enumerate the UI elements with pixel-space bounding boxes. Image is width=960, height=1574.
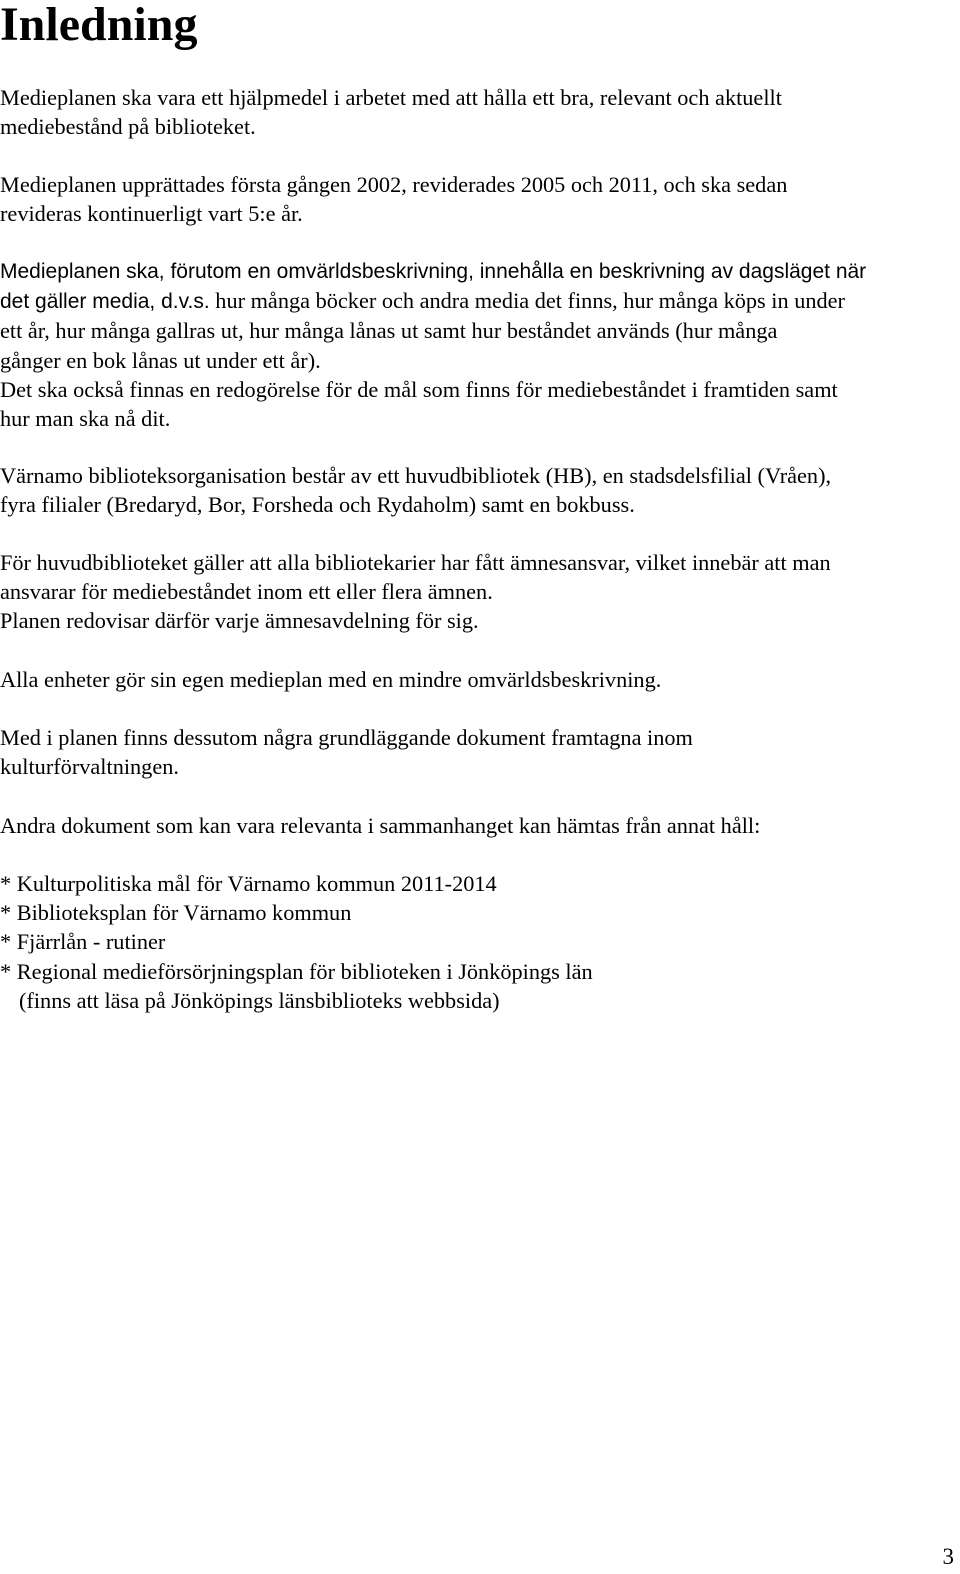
text-line: ett år, hur många gallras ut, hur många lånas ut samt hur beståndet används (hur många: [0, 318, 778, 344]
text-line: Medieplanen ska vara ett hjälpmedel i arbetet med att hålla ett bra, relevant och aktuellt: [0, 85, 782, 110]
intro-paragraph: [0, 83, 958, 141]
text-fragment: hur många böcker och andra media det finns, hur många köps in under: [209, 288, 845, 314]
text-line: Medieplanen ska, förutom en omvärldsbeskrivning, innehålla en beskrivning av dagsläget när: [0, 260, 867, 283]
document-list: [0, 869, 958, 1015]
documents-paragraph: [0, 723, 958, 781]
list-item: * Biblioteksplan för Värnamo kommun: [0, 900, 352, 926]
text-line: mediebestånd på biblioteket.: [0, 114, 256, 140]
text-line: Medieplanen upprättades första gången 2002, reviderades 2005 och 2011, och ska sedan: [0, 172, 788, 197]
organisation-paragraph: [0, 461, 958, 519]
units-paragraph: [0, 665, 958, 694]
text-line: För huvudbiblioteket gäller att alla bibliotekarier har fått ämnesansvar, vilket innebär att man: [0, 550, 831, 575]
text-line: Det ska också finnas en redogörelse för de mål som finns för mediebeståndet i framtiden samt: [0, 376, 838, 402]
text-line: kulturförvaltningen.: [0, 754, 179, 780]
text-line: revideras kontinuerligt vart 5:e år.: [0, 201, 303, 227]
history-paragraph: [0, 170, 958, 228]
responsibility-paragraph: [0, 548, 958, 636]
text-line: fyra filialer (Bredaryd, Bor, Forsheda och Rydaholm) samt en bokbuss.: [0, 492, 635, 518]
content-paragraph: [0, 257, 958, 433]
text-line: Med i planen finns dessutom några grundläggande dokument framtagna inom: [0, 725, 693, 750]
text-line: [0, 286, 958, 316]
list-item: * Fjärrlån - rutiner: [0, 929, 166, 955]
text-fragment: det gäller media, d.v.s.: [0, 290, 210, 314]
list-note: (finns att läsa på Jönköpings länsbiblioteks webbsida): [19, 987, 500, 1013]
text-line: gånger en bok lånas ut under ett år).: [0, 347, 321, 373]
page-number: 3: [942, 1544, 954, 1569]
text-line: hur man ska nå dit.: [0, 406, 171, 432]
text-line: Andra dokument som kan vara relevanta i sammanhanget kan hämtas från annat håll:: [0, 813, 761, 838]
text-line: ansvarar för mediebeståndet inom ett eller flera ämnen.: [0, 579, 493, 605]
text-line: Värnamo biblioteksorganisation består av ett huvudbibliotek (HB), en stadsdelsfilial (Vråen),: [0, 463, 832, 488]
list-item: * Kulturpolitiska mål för Värnamo kommun 2011-2014: [0, 871, 497, 896]
list-item: * Regional medieförsörjningsplan för biblioteken i Jönköpings län: [0, 958, 593, 984]
text-line: Planen redovisar därför varje ämnesavdelning för sig.: [0, 608, 479, 634]
page-title: Inledning: [0, 0, 198, 51]
other-documents-paragraph: [0, 811, 958, 840]
text-line: Alla enheter gör sin egen medieplan med en mindre omvärldsbeskrivning.: [0, 667, 662, 692]
